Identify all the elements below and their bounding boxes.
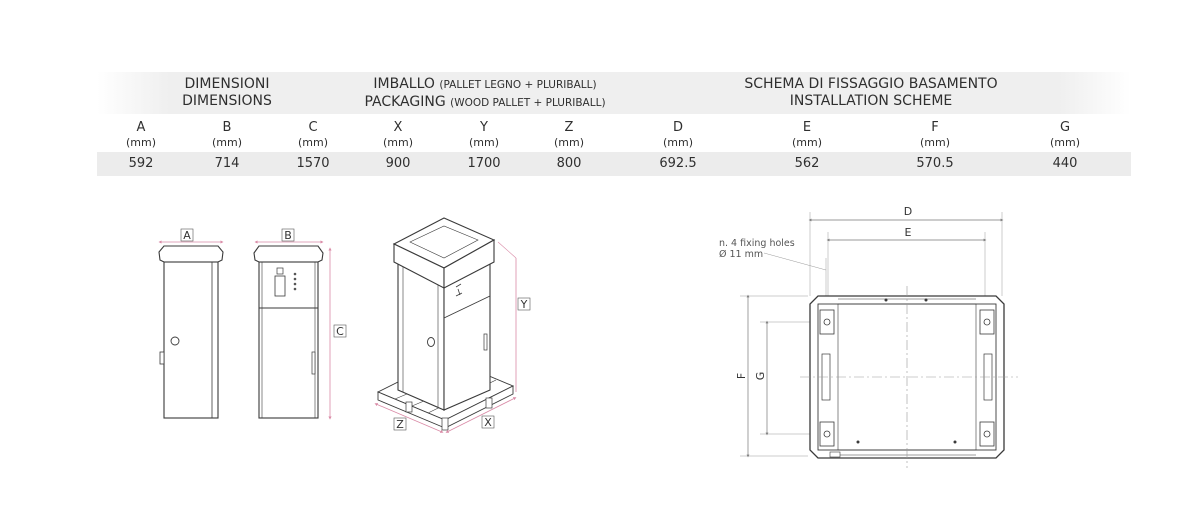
value-f: 570.5 bbox=[916, 156, 954, 171]
fixing-pad-top-right bbox=[980, 310, 994, 334]
dim-label-g: G bbox=[754, 371, 767, 381]
dim-label-z: Z bbox=[396, 418, 404, 431]
marker-dot bbox=[885, 299, 888, 302]
column-key: C bbox=[308, 120, 318, 135]
column-key: Z bbox=[564, 120, 574, 135]
pallet-foot bbox=[486, 398, 492, 408]
marker-dot bbox=[857, 441, 860, 444]
header-imballo-it-note: (PALLET LEGNO + PLURIBALL) bbox=[439, 79, 597, 91]
front-view-button-dot bbox=[294, 283, 297, 286]
value-a: 592 bbox=[128, 156, 154, 171]
header-imballo-it-main: IMBALLO bbox=[373, 76, 435, 92]
dim-label-x: X bbox=[484, 416, 492, 429]
dim-label-e: E bbox=[904, 226, 912, 239]
column-unit: (mm) bbox=[468, 136, 499, 149]
column-unit: (mm) bbox=[553, 136, 584, 149]
column-unit: (mm) bbox=[211, 136, 242, 149]
pallet-foot bbox=[442, 418, 448, 430]
base-connector bbox=[830, 452, 840, 457]
fixing-pad-top-left bbox=[820, 310, 834, 334]
fixing-pad-bottom-right bbox=[980, 422, 994, 446]
column-key: X bbox=[393, 120, 403, 135]
holes-note-line-2: Ø 11 mm bbox=[719, 249, 764, 260]
front-view-display-slot bbox=[275, 276, 285, 296]
front-view-button-dot bbox=[294, 278, 297, 281]
fixing-pad-bottom-left bbox=[820, 422, 834, 446]
value-y: 1700 bbox=[467, 156, 501, 171]
front-view-body bbox=[259, 262, 318, 418]
marker-dot bbox=[925, 299, 928, 302]
holes-note-leader bbox=[764, 253, 826, 270]
value-x: 900 bbox=[385, 156, 411, 171]
column-key: D bbox=[672, 120, 683, 135]
column-key: F bbox=[931, 120, 939, 135]
side-view-drawing bbox=[159, 229, 223, 418]
column-unit: (mm) bbox=[1049, 136, 1080, 149]
side-view-hinge bbox=[160, 352, 164, 364]
pallet-foot bbox=[406, 402, 412, 412]
dim-label-b: B bbox=[284, 229, 292, 242]
value-g: 440 bbox=[1052, 156, 1078, 171]
dim-label-c: C bbox=[336, 325, 344, 338]
dim-label-d: D bbox=[903, 205, 913, 218]
front-view-indicator-icon bbox=[277, 268, 283, 274]
dim-label-y: Y bbox=[520, 298, 528, 311]
column-key: Y bbox=[480, 120, 488, 135]
dimension-leader-y bbox=[498, 242, 516, 258]
side-view-body bbox=[164, 262, 218, 418]
value-b: 714 bbox=[214, 156, 240, 171]
front-view-button-dot bbox=[294, 288, 297, 291]
column-unit: (mm) bbox=[791, 136, 822, 149]
header-schema-en: INSTALLATION SCHEME bbox=[789, 93, 953, 109]
column-unit: (mm) bbox=[919, 136, 950, 149]
value-c: 1570 bbox=[296, 156, 330, 171]
installation-scheme-drawing bbox=[719, 205, 1018, 468]
header-dimensioni-it: DIMENSIONI bbox=[184, 76, 270, 92]
column-unit: (mm) bbox=[662, 136, 693, 149]
front-view-drawing bbox=[254, 229, 346, 418]
front-view-top-cap bbox=[254, 246, 323, 262]
side-view-top-cap bbox=[159, 246, 223, 262]
packaging-isometric-drawing bbox=[376, 218, 530, 432]
header-imballo-en-main: PACKAGING bbox=[364, 94, 446, 110]
holes-note-line-1: n. 4 fixing holes bbox=[719, 238, 795, 249]
column-unit: (mm) bbox=[125, 136, 156, 149]
column-key: G bbox=[1059, 120, 1071, 135]
front-view-door-handle bbox=[312, 352, 315, 374]
header-schema-it: SCHEMA DI FISSAGGIO BASAMENTO bbox=[744, 76, 998, 92]
dim-label-f: F bbox=[735, 372, 748, 380]
column-unit: (mm) bbox=[297, 136, 328, 149]
column-key: E bbox=[802, 120, 812, 135]
value-z: 800 bbox=[556, 156, 582, 171]
header-dimensioni-en: DIMENSIONS bbox=[182, 93, 272, 109]
dim-label-a: A bbox=[183, 229, 191, 242]
marker-dot bbox=[954, 441, 957, 444]
cabinet-door-handle bbox=[484, 334, 487, 350]
value-d: 692.5 bbox=[659, 156, 697, 171]
front-view-button-dot bbox=[294, 273, 297, 276]
value-e: 562 bbox=[794, 156, 820, 171]
header-imballo-en-note: (WOOD PALLET + PLURIBALL) bbox=[450, 97, 606, 109]
column-key: B bbox=[222, 120, 232, 135]
column-key: A bbox=[136, 120, 146, 135]
column-unit: (mm) bbox=[382, 136, 413, 149]
